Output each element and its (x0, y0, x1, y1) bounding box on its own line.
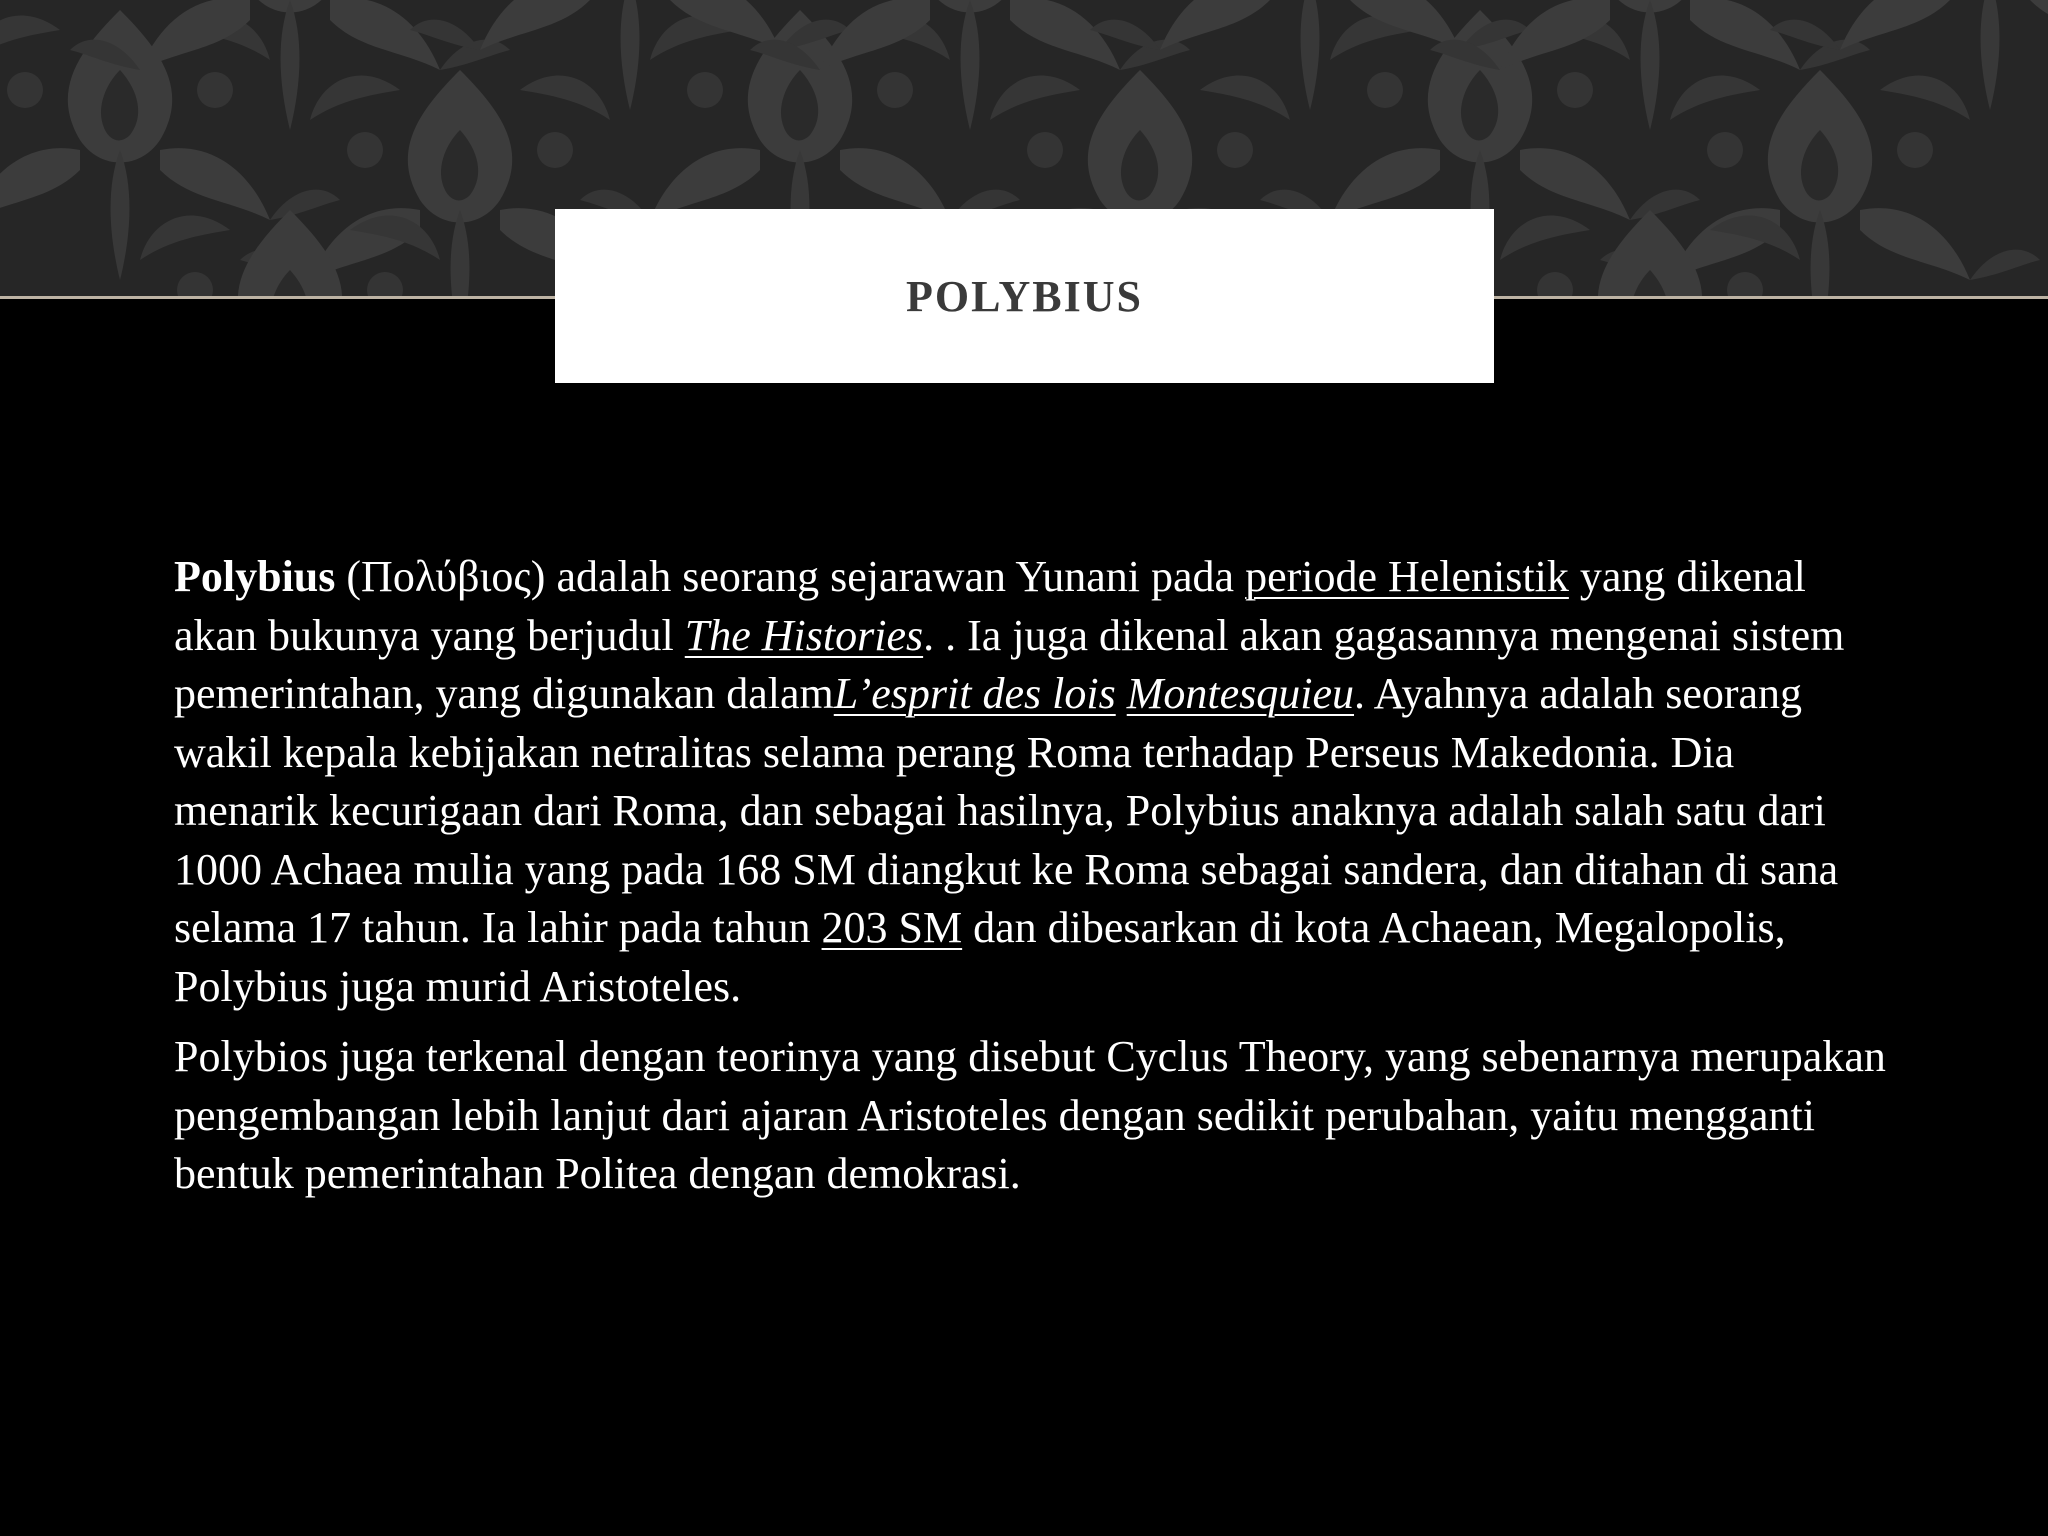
link-montesquieu[interactable]: Montesquieu (1126, 669, 1355, 718)
link-lesprit-des-lois[interactable]: L’esprit des lois (833, 669, 1116, 718)
slide-title: POLYBIUS (906, 271, 1143, 321)
paragraph-2: Polybios juga terkenal dengan teorinya yang disebut Cyclus Theory, yang sebenarnya merupakan pengembangan lebih lanjut dari ajaran Aristoteles dengan sedikit perubahan, yaitu mengganti bentuk pemerintahan Politea dengan demokrasi. (174, 1032, 1886, 1198)
link-periode-helenistik[interactable]: periode Helenistik (1245, 552, 1569, 601)
body-text: (Πολύβιος) adalah seorang sejarawan Yunani pada (335, 552, 1246, 601)
link-the-histories[interactable]: The Histories (684, 610, 924, 660)
body-text: dan dibesarkan di kota Achaean, Megalopolis, Polybius juga murid Aristoteles. (174, 903, 1786, 1011)
slide-body (174, 548, 1886, 1216)
body-text: . Ayahnya adalah seorang wakil kepala kebijakan netralitas selama perang Roma terhadap Perseus Makedonia. Dia menarik kecurigaan dari Roma, dan sebagai hasilnya, Polybius anaknya adalah salah satu dari 1000 Achaea mulia yang pada 168 SM diangkut ke Roma sebagai sandera, dan ditahan di sana selama 17 tahun. Ia lahir pada tahun (174, 669, 1839, 952)
link-203-sm[interactable]: 203 SM (821, 903, 963, 952)
title-box (555, 209, 1494, 383)
subject-name: Polybius (174, 552, 336, 601)
body-text (1116, 669, 1127, 718)
body-text: . . Ia juga dikenal akan gagasannya mengenai sistem pemerintahan, yang digunakan dalam (174, 610, 1845, 718)
body-text: yang dikenal akan bukunya yang berjudul (174, 552, 1806, 660)
paragraph-1 (174, 548, 1886, 1016)
